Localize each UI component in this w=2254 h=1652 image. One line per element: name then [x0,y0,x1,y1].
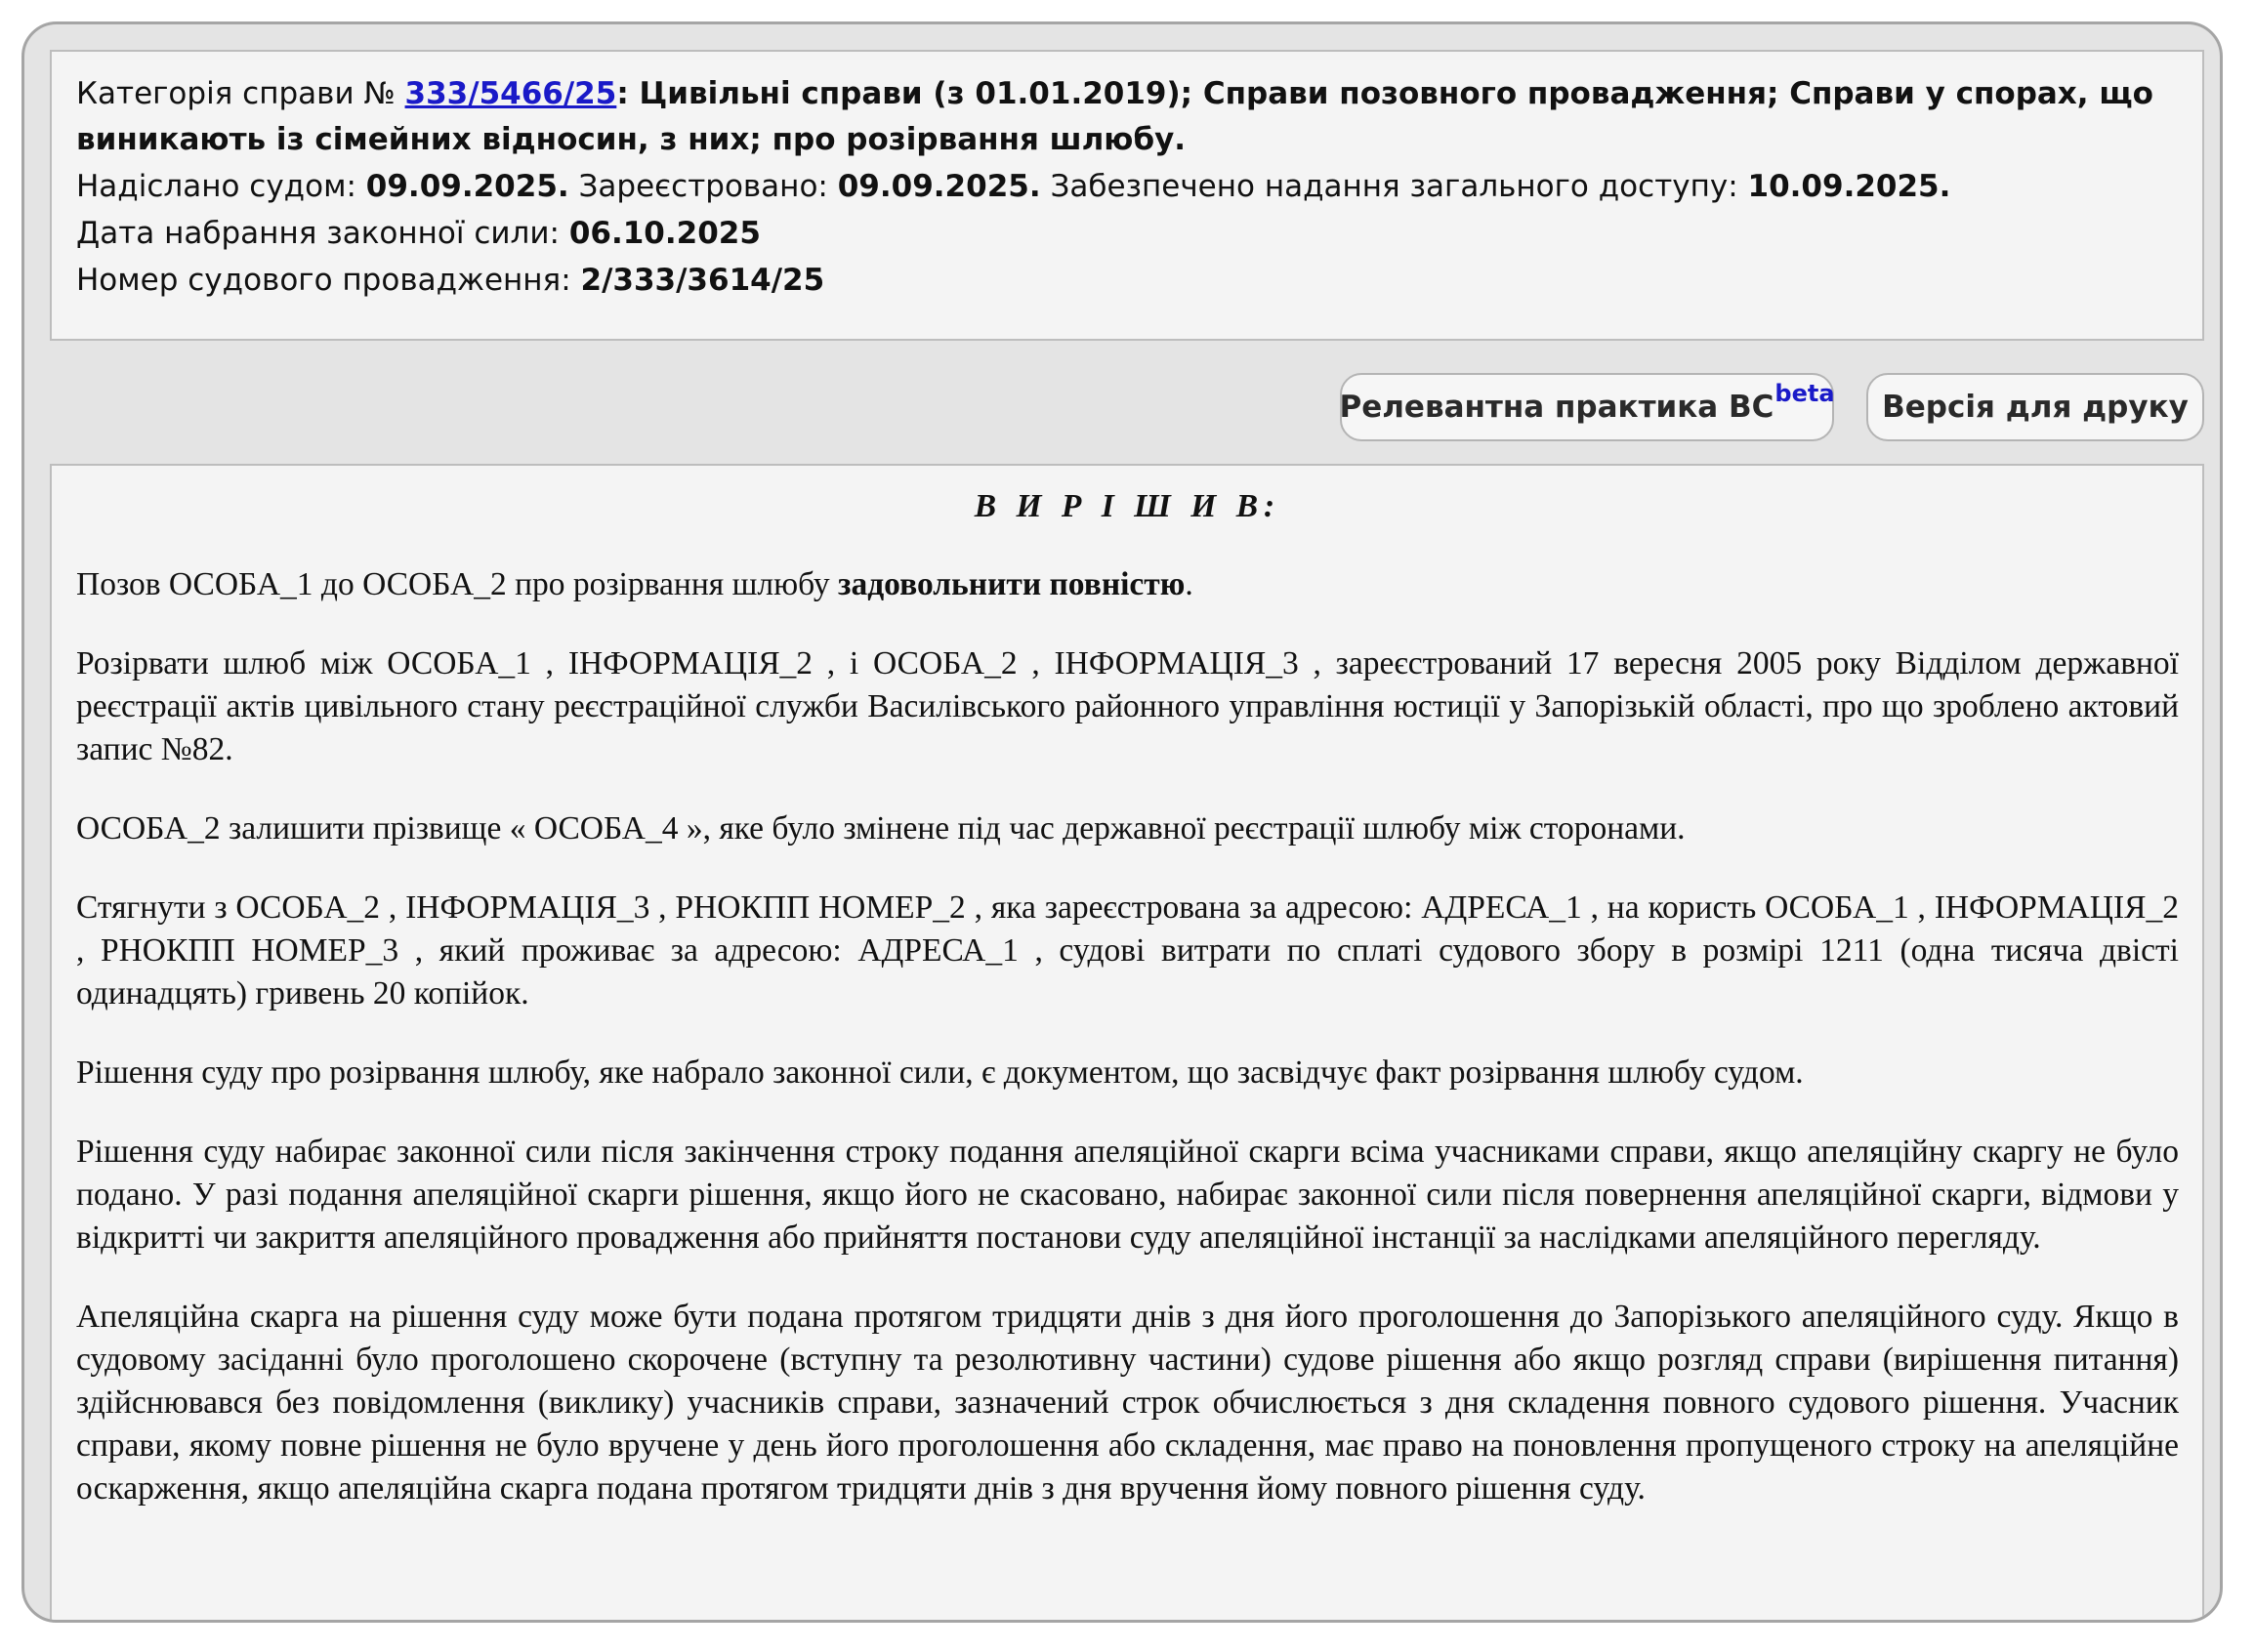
access-date: 10.09.2025. [1747,169,1951,204]
claim-end: . [1185,566,1193,602]
effective-label: Дата набрання законної сили: [76,216,569,251]
proceeding-number: 2/333/3614/25 [580,263,825,298]
category-label: Категорія справи № [76,76,405,111]
print-version-button[interactable] [1866,373,2204,441]
paragraph-court-fees: Стягнути з ОСОБА_2 , ІНФОРМАЦІЯ_3 , РНОКПП НОМЕР_2 , яка зареєстрована за адресою: АДРЕСА_1 , на користь ОСОБА_1 , ІНФОРМАЦІЯ_2 , РНОКПП НОМЕР_3 , який проживає за адресою: АДРЕСА_1 , судові витрати по сплаті судового збору в розмірі 1211 (одна тисяча двісті одинадцять) гривень 20 копійок. [76,889,2179,1012]
case-info-panel [50,50,2204,341]
paragraph-claim [76,563,2179,606]
beta-badge: beta [1774,380,1835,407]
page-frame [21,21,2223,1623]
case-category [76,71,2178,163]
proceeding-label: Номер судового провадження: [76,263,581,298]
case-number-link[interactable]: 333/5466/25 [404,76,617,111]
registered-label: Зареєстровано: [568,169,838,204]
relevant-practice-label: Релевантна практика ВС [1339,390,1774,425]
category-text: : Цивільні справи (з 01.01.2019); Справи позовного провадження; Справи у спорах, що виникають із сімейних відносин, з них; про розірвання шлюбу. [76,76,2153,157]
effective-date: 06.10.2025 [568,216,761,251]
effective-date-row [76,210,2178,257]
proceeding-number-row [76,257,2178,304]
paragraph-document-status: Рішення суду про розірвання шлюбу, яке набрало законної сили, є документом, що засвідчує факт розірвання шлюбу судом. [76,1054,1804,1091]
paragraph-divorce: Розірвати шлюб між ОСОБА_1 , ІНФОРМАЦІЯ_2 , і ОСОБА_2 , ІНФОРМАЦІЯ_3 , зареєстрований 17 вересня 2005 року Відділом державної реєстрації актів цивільного стану реєстраційної служби Василівського районного управління юстиції у Запорізькій області, про що зроблено актовий запис №82. [76,645,2179,767]
relevant-practice-button[interactable] [1340,373,1834,441]
paragraph-appeal: Апеляційна скарга на рішення суду може бути подана протягом тридцяти днів з дня його проголошення до Запорізького апеляційного суду. Якщо в судовому засіданні було проголошено скорочене (вступну та резолютивну частини) судове рішення або якщо розгляд справи (вирішення питання) здійснювався без повідомлення (виклику) учасників справи, зазначений строк обчислюється з дня складення повного судового рішення. Учасник справи, якому повне рішення не було вручене у день його проголошення або складення, має право на поновлення пропущеного строку на апеляційне оскарження, якщо апеляційна скарга подана протягом тридцяти днів з дня вручення йому повного рішення суду. [76,1299,2179,1507]
access-label: Забезпечено надання загального доступу: [1040,169,1748,204]
decision-heading: В И Р І Ш И В: [974,488,1281,524]
sent-label: Надіслано судом: [76,169,366,204]
decision-document [50,464,2204,1623]
registered-date: 09.09.2025. [837,169,1041,204]
print-version-label: Версія для друку [1882,390,2189,425]
paragraph-legal-force: Рішення суду набирає законної сили після закінчення строку подання апеляційної скарги всіма учасниками справи, якщо апеляційну скаргу не було подано. У разі подання апеляційної скарги рішення, якщо його не скасовано, набирає законної сили після повернення апеляційної скарги, відмови у відкритті чи закриття апеляційного провадження або прийняття постанови суду апеляційної інстанції за наслідками апеляційного перегляду. [76,1134,2179,1256]
claim-text: Позов ОСОБА_1 до ОСОБА_2 про розірвання шлюбу [76,566,839,602]
paragraph-surname: ОСОБА_2 залишити прізвище « ОСОБА_4 », яке було змінене під час державної реєстрації шлюбу між сторонами. [76,810,1686,847]
claim-result: задовольнити повністю [838,566,1186,602]
case-dates [76,163,2178,210]
sent-date: 09.09.2025. [365,169,569,204]
